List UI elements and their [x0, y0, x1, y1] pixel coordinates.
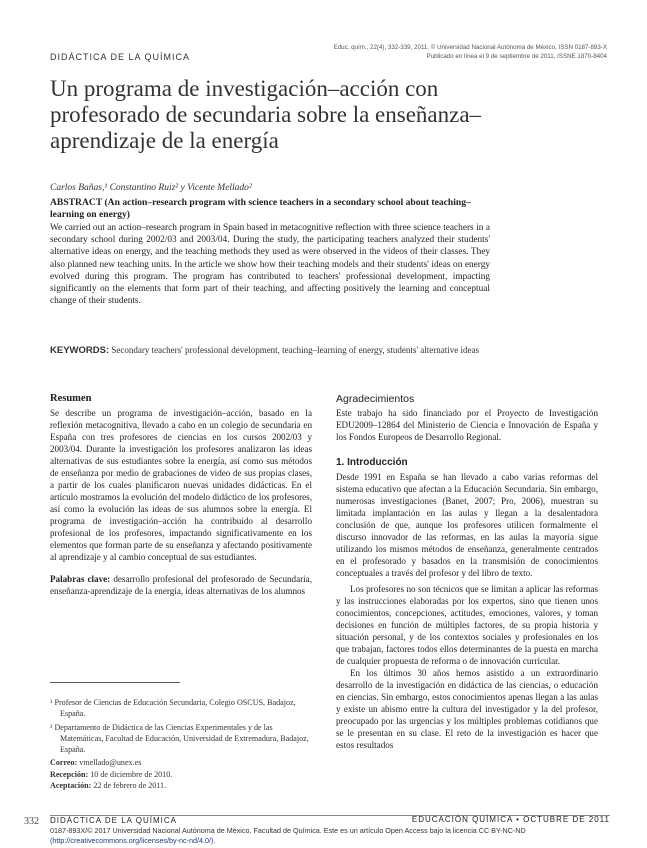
recepcion-label: Recepción:	[50, 769, 89, 779]
license-notice	[50, 826, 630, 846]
introduccion-p1: Desde 1991 en España se han llevado a cabo varias reformas del sistema educativo que afectan a la Educación Secundaria. Sin embargo, numerosas investigaciones (Banet, 2007; Pro, 2006), muestran su limitada implantación en las aulas y llegan a la desalentadora conclusión de que, aunque los profesores utilicen formalmente el discurso innovador de las reformas, en las aulas la mayoría sigue utilizando los mismos métodos de enseñanza, generalmente centrados en el profesorado y basados en la transmisión de conocimientos conceptuales a través del profesor y del libro de texto.	[336, 472, 598, 578]
correo	[50, 757, 315, 768]
footnote-divider	[50, 682, 180, 683]
abstract-heading: ABSTRACT (An action–research program with science teachers in a secondary school about teaching–learning on energy)	[50, 197, 471, 220]
left-column	[50, 393, 312, 601]
aceptacion-value: 22 de febrero de 2011.	[93, 781, 167, 791]
introduccion-p2: Los profesores no son técnicos que se limitan a aplicar las reformas y las instrucciones elaboradas por los expertos, sino que tienen unos conocimientos, concepciones, actitudes, emociones, valores, y toman decisiones en función de múltiples factores, de su propia historia y situación personal, y de los contextos sociales y profesionales en los que trabajan, factores todos ellos determinantes de la puesta en marcha de cualquier propuesta de reforma o de innovación curricular.	[336, 584, 598, 666]
license-link[interactable]: (http://creativecommons.org/licenses/by-nc-nd/4.0/).	[50, 836, 216, 845]
aceptacion	[50, 780, 315, 791]
palabras-clave	[50, 573, 312, 597]
introduccion-heading: 1. Introducción	[336, 457, 408, 468]
recepcion	[50, 769, 315, 780]
keywords	[50, 345, 610, 356]
resumen-heading: Resumen	[50, 393, 92, 404]
footer-journal-label: EDUCACIÓN QUÍMICA • OCTUBRE DE 2011	[411, 815, 610, 824]
keywords-label: KEYWORDS:	[50, 345, 110, 356]
footer-section-label: DIDÁCTICA DE LA QUÍMICA	[50, 816, 178, 825]
palabras-clave-label: Palabras clave:	[50, 574, 111, 584]
footnote-2: ² Departamento de Didáctica de las Ciencias Experimentales y de las Matemáticas, Facultad de Educación, Universidad de Extremadura, Badajoz, España.	[50, 722, 309, 755]
page-number: 332	[24, 816, 39, 827]
journal-line-2: Publicado en línea el 9 de septiembre de 2011, ISSNE 1870-8404	[426, 53, 607, 60]
keywords-text: Secondary teachers' professional development, teaching–learning of energy, students' alternative ideas	[111, 345, 479, 355]
agradecimientos-body: Este trabajo ha sido financiado por el Proyecto de Investigación EDU2009–12864 del Ministerio de Ciencia e Innovación de España y los Fondos Europeos de Desarrollo Regional.	[336, 408, 598, 442]
authors: Carlos Bañas,¹ Constantino Ruiz² y Vicente Mellado²	[50, 183, 252, 193]
aceptacion-label: Aceptación:	[50, 781, 92, 791]
journal-line-1: Educ. quím., 22(4), 332-339, 2011. © Universidad Nacional Autónoma de México, ISSN 0187-893-X	[333, 44, 607, 51]
article-title: Un programa de investigación–acción con profesorado de secundaria sobre la enseñanza–aprendizaje de la energía	[50, 76, 482, 153]
right-column	[336, 393, 598, 751]
palabras-clave-text: desarrollo profesional del profesorado de Secundaria, enseñanza-aprendizaje de la energía, ideas alternativas de los alumnos	[50, 574, 312, 596]
section-label: DIDÁCTICA DE LA QUÍMICA	[50, 52, 191, 62]
license-text: 0187-893X/© 2017 Universidad Nacional Autónoma de México, Facultad de Química. Este es un artículo Open Access bajo la licencia CC BY-NC-ND	[50, 826, 526, 835]
introduccion-p3: En los últimos 30 años hemos asistido a un extraordinario desarrollo de la investigación en didáctica de las ciencias, o educación en ciencias. Sin embargo, estos conocimientos apenas llegan a las aulas y existe un abismo entre la cultura del investigador y la del profesor, preocupado por las urgencias y los múltiples problemas cotidianos que se le presentan en su clase. El reto de la investigación es hacer que estos resultados	[336, 668, 598, 750]
correo-value[interactable]: vmellado@unex.es	[79, 758, 142, 768]
journal-citation	[277, 43, 607, 61]
resumen-body: Se describe un programa de investigación–acción, basado en la reflexión metacognitiva, llevado a cabo en un colegio de secundaria en España con tres profesores de ciencias en los cursos 2002/03 y 2003/04. Durante la investigación los profesores analizaron las ideas alternativas de sus estudiantes sobre la energía, así como sus métodos de enseñanza por medio de grabaciones de video de sus propias clases, a partir de los cuales planificaron nuevas unidades didácticas. En el artículo mostramos la evolución del modelo didáctico de los profesores, así como la evolución las ideas de sus alumnos sobre la energía. El programa de investigación–acción ha contribuido al desarrollo profesional de los profesores, impactando significativamente en los elementos que forman parte de su enseñanza y afectando positivamente al aprendizaje y al cambio conceptual de sus estudiantes.	[50, 408, 312, 562]
abstract-body: We carried out an action–research program in Spain based in metacognitive reflection with three science teachers in a secondary school during 2002/03 and 2003/04. During the study, the participating teachers analyzed their students' alternative ideas on energy, and the teaching methods they used as were observed in the videos of their classes. They also planned new teaching units. In the article we show how their teaching models and their students' ideas on energy evolved during this program. The program has contributed to teachers' professional development, impacting significantly on the elements that form part of their teaching, and affecting positively the learning and conceptual change of their students.	[50, 223, 490, 307]
agradecimientos-heading: Agradecimientos	[336, 393, 415, 405]
footnotes	[50, 697, 315, 791]
correo-label: Correo:	[50, 758, 78, 768]
footnote-1: ¹ Profesor de Ciencias de Educación Secundaria, Colegio OSCUS, Badajoz, España.	[50, 698, 296, 719]
recepcion-value: 10 de diciembre de 2010.	[90, 769, 173, 779]
